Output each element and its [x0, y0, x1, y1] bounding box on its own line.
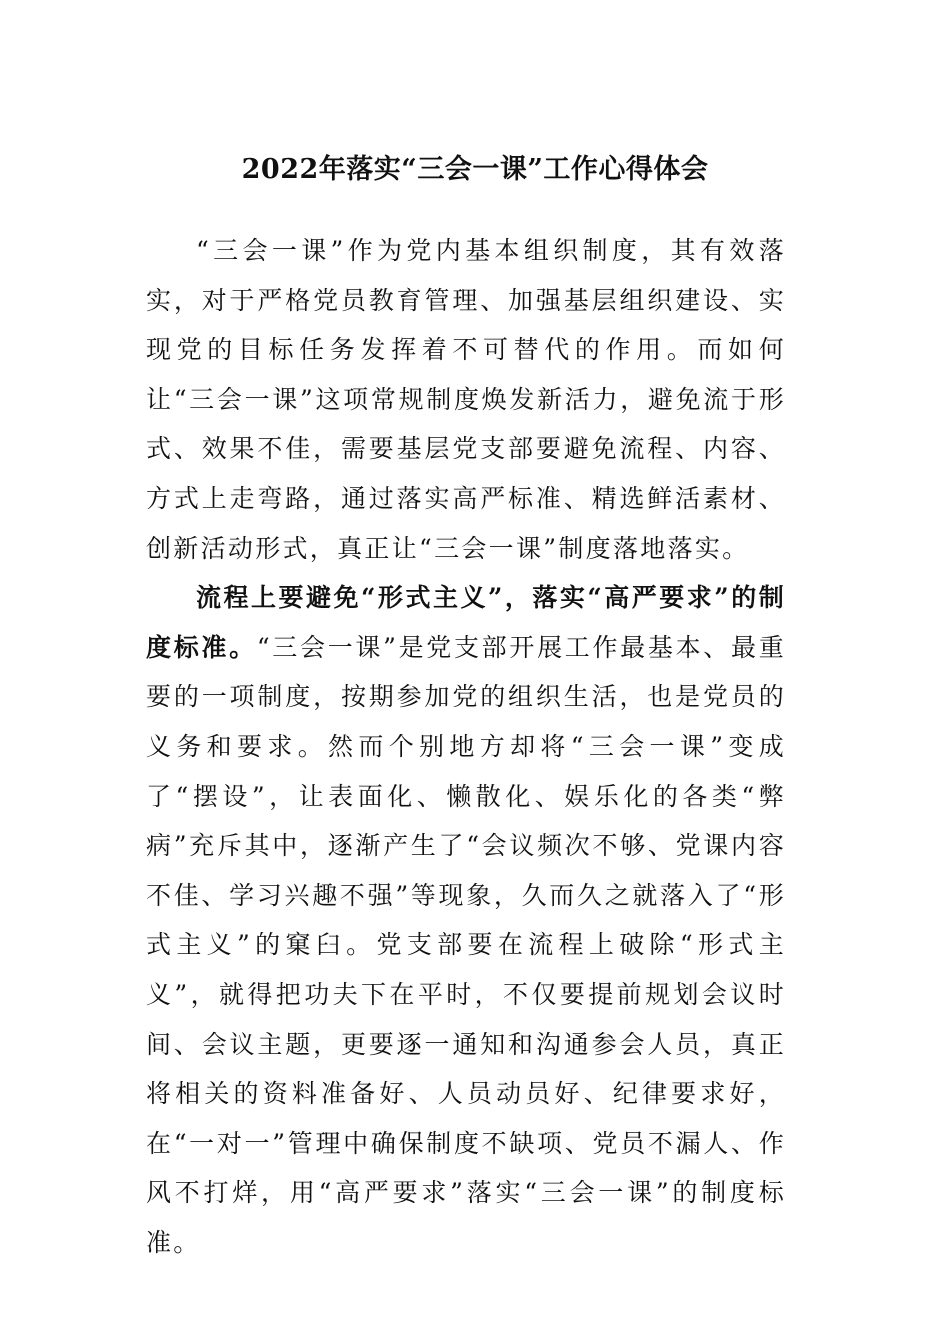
document-body [146, 226, 786, 1267]
paragraph-process [146, 573, 786, 1267]
page-title: 2022年落实“三会一课”工作心得体会 [241, 154, 709, 186]
paragraph-intro [146, 226, 786, 573]
paragraph-lead: 流程上要避免“形式主义”，落实“高严要求”的制度标准。 [146, 583, 786, 662]
paragraph-text: “三会一课”是党支部开展工作最基本、最重要的一项制度，按期参加党的组织生活，也是党员的义务和要求。然而个别地方却将“三会一课”变成了“摆设”，让表面化、懒散化、娱乐化的各类“弊病”充斥其中，逐渐产生了“会议频次不够、党课内容不佳、学习兴趣不强”等现象，久而久之就落入了“形式主义”的窠臼。党支部要在流程上破除“形式主义”，就得把功夫下在平时，不仅要提前规划会议时间、会议主题，更要逐一通知和沟通参会人员，真正将相关的资料准备好、人员动员好、纪律要求好，在“一对一”管理中确保制度不缺项、党员不漏人、作风不打烊，用“高严要求”落实“三会一课”的制度标准。 [146, 632, 786, 1257]
paragraph-text: “三会一课”作为党内基本组织制度，其有效落实，对于严格党员教育管理、加强基层组织建设、实现党的目标任务发挥着不可替代的作用。而如何让“三会一课”这项常规制度焕发新活力，避免流于形式、效果不佳，需要基层党支部要避免流程、内容、方式上走弯路，通过落实高严标准、精选鲜活素材、创新活动形式，真正让“三会一课”制度落地落实。 [146, 236, 786, 563]
